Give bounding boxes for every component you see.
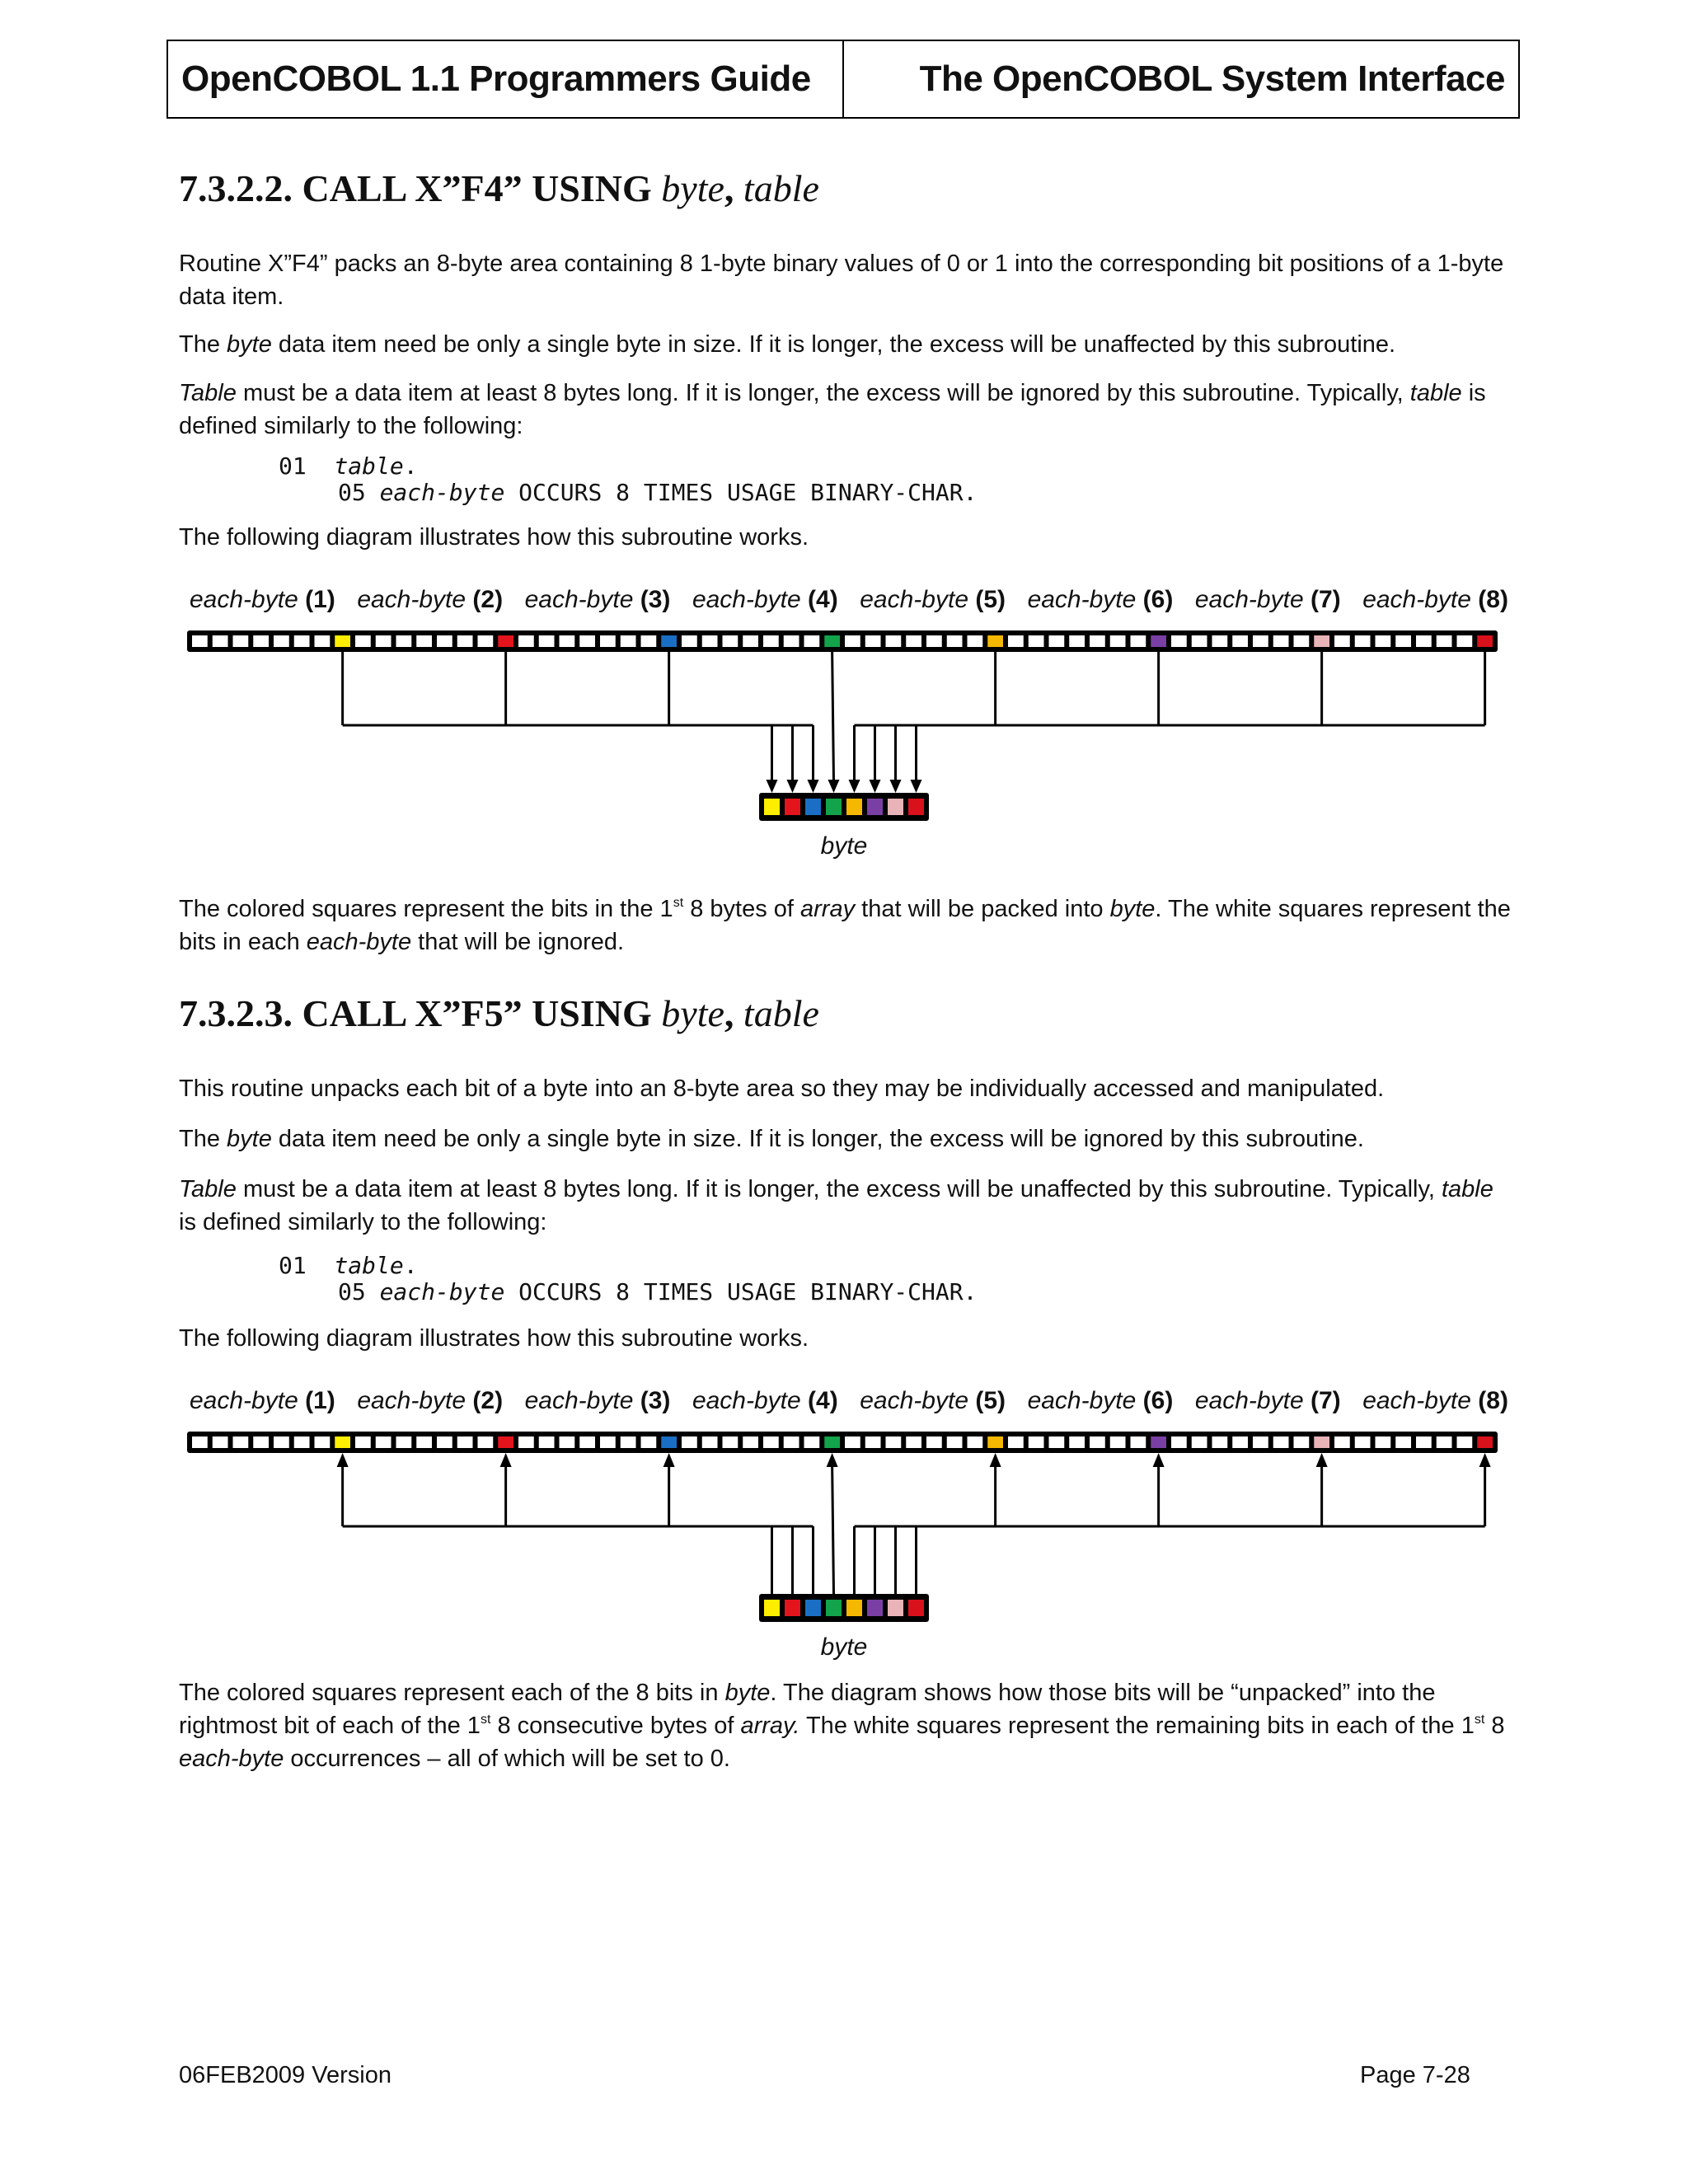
white-bit [804, 1436, 820, 1448]
white-bit [478, 635, 494, 647]
colored-bit-2 [498, 1436, 513, 1448]
white-bit [784, 635, 799, 647]
white-bit [1376, 1436, 1391, 1448]
white-bit [233, 635, 249, 647]
white-bit [947, 635, 963, 647]
f4-table-note: Table must be a data item at least 8 bytes long. If it is longer, the excess will be ignored by this subroutine. Typically, table is defined similarly to the following: [179, 380, 1486, 439]
header-guide-title: OpenCOBOL 1.1 Programmers Guide [168, 41, 844, 117]
white-bit [1334, 635, 1350, 647]
white-bit [763, 635, 779, 647]
f4-byte-label: byte [820, 832, 868, 860]
colored-bit-5 [987, 1436, 1003, 1448]
arrow-head [767, 780, 778, 793]
byte-bit-1 [764, 1600, 780, 1616]
white-bit [641, 1436, 657, 1448]
f5-legend-note: The colored squares represent each of the 8 bits in byte. The diagram shows how those bits will be “unpacked” into the rightmost bit of each of the 1st 8 consecutive bytes of array. The white squares represent the remaining bits in each of the 1st 8 each-byte occurrences – all of which will be set to 0. [179, 1680, 1505, 1772]
white-bit [906, 635, 921, 647]
f5-diagram-labels [190, 1387, 1508, 1420]
section-title-f4 [179, 166, 819, 210]
white-bit [641, 635, 657, 647]
white-bit [723, 635, 738, 647]
white-bit [1253, 1436, 1268, 1448]
white-bit [376, 635, 392, 647]
f4-byte-note: The byte data item need be only a single byte in size. If it is longer, the excess will be unaffected by this subroutine. [179, 331, 1396, 358]
f5-byte-note: The byte data item need be only a single byte in size. If it is longer, the excess will be ignored by this subroutine. [179, 1126, 1364, 1152]
white-bit [1029, 635, 1044, 647]
white-bit [968, 1436, 983, 1448]
white-bit [1437, 635, 1452, 647]
white-bit [947, 1436, 963, 1448]
white-bit [845, 1436, 860, 1448]
white-bit [437, 635, 452, 647]
colored-bit-7 [1314, 635, 1329, 647]
colored-bit-7 [1314, 1436, 1329, 1448]
f5-byte-label: byte [820, 1633, 868, 1661]
arrow-head [828, 780, 840, 793]
white-bit [926, 635, 942, 647]
f5-code-line-1: 01 table. [279, 1252, 418, 1279]
arrow-head [827, 1453, 838, 1467]
white-bit [682, 635, 697, 647]
connector-4 [832, 1465, 834, 1594]
each-byte-label-4: each-byte (4) [692, 586, 838, 613]
white-bit [376, 1436, 392, 1448]
byte-bit-3 [805, 799, 821, 815]
arrow-head [990, 1453, 1001, 1467]
white-bit [1131, 1436, 1146, 1448]
byte-bit-1 [764, 799, 780, 815]
white-bit [1395, 1436, 1411, 1448]
title-arg-byte: byte [661, 167, 724, 209]
white-bit [1212, 1436, 1228, 1448]
byte-bit-2 [785, 799, 800, 815]
f4-diagram-labels [190, 586, 1508, 619]
white-bit [702, 1436, 718, 1448]
footer-version: 06FEB2009 Version [179, 2062, 392, 2088]
byte-bit-8 [908, 1600, 924, 1616]
white-bit [518, 635, 534, 647]
f5-unpack-diagram [0, 1427, 1688, 1629]
byte-box [759, 1594, 929, 1622]
arrow-head [870, 780, 881, 793]
white-bit [1049, 1436, 1065, 1448]
white-bit [845, 635, 860, 647]
white-bit [192, 635, 208, 647]
white-bit [1090, 1436, 1105, 1448]
colored-bit-3 [661, 1436, 677, 1448]
white-bit [1273, 635, 1289, 647]
white-bit [1110, 1436, 1126, 1448]
section-title-f5 [179, 991, 819, 1035]
white-bit [1110, 635, 1126, 647]
white-bit [1457, 1436, 1473, 1448]
white-bit [1395, 635, 1411, 647]
title-arg-table: table [743, 992, 819, 1034]
each-byte-label-8: each-byte (8) [1362, 1387, 1508, 1414]
white-bit [743, 1436, 758, 1448]
title-prefix: 7.3.2.3. CALL X”F5” USING [179, 992, 662, 1034]
f4-pack-diagram [0, 626, 1688, 828]
byte-bit-5 [846, 1600, 862, 1616]
each-byte-label-2: each-byte (2) [357, 586, 504, 613]
each-byte-label-5: each-byte (5) [860, 586, 1006, 613]
white-bit [539, 635, 555, 647]
white-bit [1334, 1436, 1350, 1448]
colored-bit-4 [824, 635, 840, 647]
white-bit [1090, 635, 1105, 647]
each-byte-label-6: each-byte (6) [1027, 1387, 1174, 1414]
white-bit [560, 635, 575, 647]
byte-bit-8 [908, 799, 924, 815]
byte-bit-6 [867, 1600, 883, 1616]
white-bit [886, 1436, 902, 1448]
each-byte-label-7: each-byte (7) [1194, 586, 1341, 613]
f4-code-line-2: 05 each-byte OCCURS 8 TIMES USAGE BINARY-CHAR. [338, 479, 978, 506]
each-byte-label-7: each-byte (7) [1194, 1387, 1341, 1414]
each-byte-label-1: each-byte (1) [190, 586, 335, 613]
white-bit [804, 635, 820, 647]
white-bit [294, 635, 310, 647]
white-bit [1416, 1436, 1432, 1448]
byte-box [759, 793, 929, 821]
white-bit [1273, 1436, 1289, 1448]
white-bit [1192, 635, 1207, 647]
arrow-head [890, 780, 902, 793]
each-byte-label-6: each-byte (6) [1027, 586, 1174, 613]
byte-bit-2 [785, 1600, 800, 1616]
each-byte-label-8: each-byte (8) [1362, 586, 1508, 613]
f4-description: Routine X”F4” packs an 8-byte area containing 8 1-byte binary values of 0 or 1 into the corresponding bit positions of a 1-byte data item. [179, 251, 1504, 310]
white-bit [968, 635, 983, 647]
white-bit [906, 1436, 921, 1448]
white-bit [253, 635, 269, 647]
white-bit [1232, 635, 1248, 647]
white-bit [1171, 635, 1187, 647]
white-bit [416, 1436, 432, 1448]
f5-description: This routine unpacks each bit of a byte into an 8-byte area so they may be individually accessed and manipulated. [179, 1076, 1385, 1102]
white-bit [1437, 1436, 1452, 1448]
colored-bit-3 [661, 635, 677, 647]
white-bit [457, 635, 473, 647]
white-bit [865, 635, 881, 647]
white-bit [865, 1436, 881, 1448]
connector-4 [832, 652, 834, 781]
f4-code-line-1: 01 table. [279, 452, 418, 480]
byte-bit-4 [826, 799, 842, 815]
white-bit [621, 1436, 636, 1448]
white-bit [213, 1436, 228, 1448]
white-bit [518, 1436, 534, 1448]
white-bit [1457, 635, 1473, 647]
white-bit [1376, 635, 1391, 647]
white-bit [437, 1436, 452, 1448]
byte-bit-4 [826, 1600, 842, 1616]
title-arg-table: table [743, 167, 819, 209]
white-bit [315, 1436, 331, 1448]
white-bit [213, 635, 228, 647]
f5-diagram-intro: The following diagram illustrates how this subroutine works. [179, 1325, 809, 1352]
white-bit [763, 1436, 779, 1448]
white-bit [1171, 1436, 1187, 1448]
byte-bit-5 [846, 799, 862, 815]
white-bit [743, 635, 758, 647]
colored-bit-1 [335, 635, 350, 647]
white-bit [784, 1436, 799, 1448]
colored-bit-4 [824, 1436, 840, 1448]
arrow-head [500, 1453, 512, 1467]
arrow-head [808, 780, 819, 793]
white-bit [926, 1436, 942, 1448]
arrow-head [663, 1453, 675, 1467]
white-bit [355, 1436, 371, 1448]
white-bit [682, 1436, 697, 1448]
colored-bit-6 [1151, 635, 1166, 647]
white-bit [1131, 635, 1146, 647]
byte-bit-3 [805, 1600, 821, 1616]
byte-bit-7 [888, 1600, 903, 1616]
arrow-head [911, 780, 922, 793]
white-bit [416, 635, 432, 647]
white-bit [1232, 1436, 1248, 1448]
arrow-head [1479, 1453, 1491, 1467]
f5-table-note: Table must be a data item at least 8 bytes long. If it is longer, the excess will be unaffected by this subroutine. Typically, table is defined similarly to the following: [179, 1176, 1493, 1235]
white-bit [600, 635, 616, 647]
white-bit [396, 1436, 412, 1448]
f5-code-line-2: 05 each-byte OCCURS 8 TIMES USAGE BINARY-CHAR. [338, 1278, 978, 1305]
colored-bit-6 [1151, 1436, 1166, 1448]
arrow-head [337, 1453, 349, 1467]
title-comma: , [724, 992, 743, 1034]
white-bit [315, 635, 331, 647]
byte-bit-7 [888, 799, 903, 815]
colored-bit-8 [1477, 635, 1493, 647]
white-bit [1049, 635, 1065, 647]
arrow-head [787, 780, 799, 793]
white-bit [621, 635, 636, 647]
footer-page-number: Page 7-28 [1360, 2062, 1470, 2088]
white-bit [192, 1436, 208, 1448]
white-bit [1192, 1436, 1207, 1448]
white-bit [1008, 1436, 1024, 1448]
page-header [166, 40, 1520, 119]
each-byte-label-2: each-byte (2) [357, 1387, 504, 1414]
white-bit [1294, 635, 1310, 647]
header-chapter-title: The OpenCOBOL System Interface [919, 59, 1505, 99]
arrow-head [849, 780, 860, 793]
each-byte-label-1: each-byte (1) [190, 1387, 335, 1414]
white-bit [1008, 635, 1024, 647]
white-bit [355, 635, 371, 647]
white-bit [1294, 1436, 1310, 1448]
white-bit [457, 1436, 473, 1448]
white-bit [702, 635, 718, 647]
title-prefix: 7.3.2.2. CALL X”F4” USING [179, 167, 662, 209]
white-bit [478, 1436, 494, 1448]
title-comma: , [724, 167, 743, 209]
colored-bit-1 [335, 1436, 350, 1448]
byte-bit-6 [867, 799, 883, 815]
white-bit [1069, 1436, 1085, 1448]
f4-diagram-intro: The following diagram illustrates how this subroutine works. [179, 524, 809, 551]
white-bit [1416, 635, 1432, 647]
white-bit [886, 635, 902, 647]
white-bit [1355, 635, 1371, 647]
white-bit [233, 1436, 249, 1448]
white-bit [1212, 635, 1228, 647]
white-bit [274, 635, 289, 647]
white-bit [274, 1436, 289, 1448]
white-bit [579, 1436, 595, 1448]
colored-bit-8 [1477, 1436, 1493, 1448]
white-bit [579, 635, 595, 647]
white-bit [723, 1436, 738, 1448]
colored-bit-5 [987, 635, 1003, 647]
white-bit [1253, 635, 1268, 647]
white-bit [1029, 1436, 1044, 1448]
white-bit [396, 635, 412, 647]
white-bit [253, 1436, 269, 1448]
white-bit [294, 1436, 310, 1448]
arrow-head [1153, 1453, 1165, 1467]
each-byte-label-5: each-byte (5) [860, 1387, 1006, 1414]
white-bit [539, 1436, 555, 1448]
colored-bit-2 [498, 635, 513, 647]
each-byte-label-3: each-byte (3) [524, 1387, 671, 1414]
each-byte-label-3: each-byte (3) [524, 586, 671, 613]
arrow-head [1316, 1453, 1328, 1467]
each-byte-label-4: each-byte (4) [692, 1387, 838, 1414]
white-bit [1355, 1436, 1371, 1448]
white-bit [560, 1436, 575, 1448]
white-bit [600, 1436, 616, 1448]
f4-legend-note: The colored squares represent the bits in the 1st 8 bytes of array that will be packed into byte. The white squares represent the bits in each each-byte that will be ignored. [179, 896, 1511, 955]
title-arg-byte: byte [661, 992, 724, 1034]
white-bit [1069, 635, 1085, 647]
